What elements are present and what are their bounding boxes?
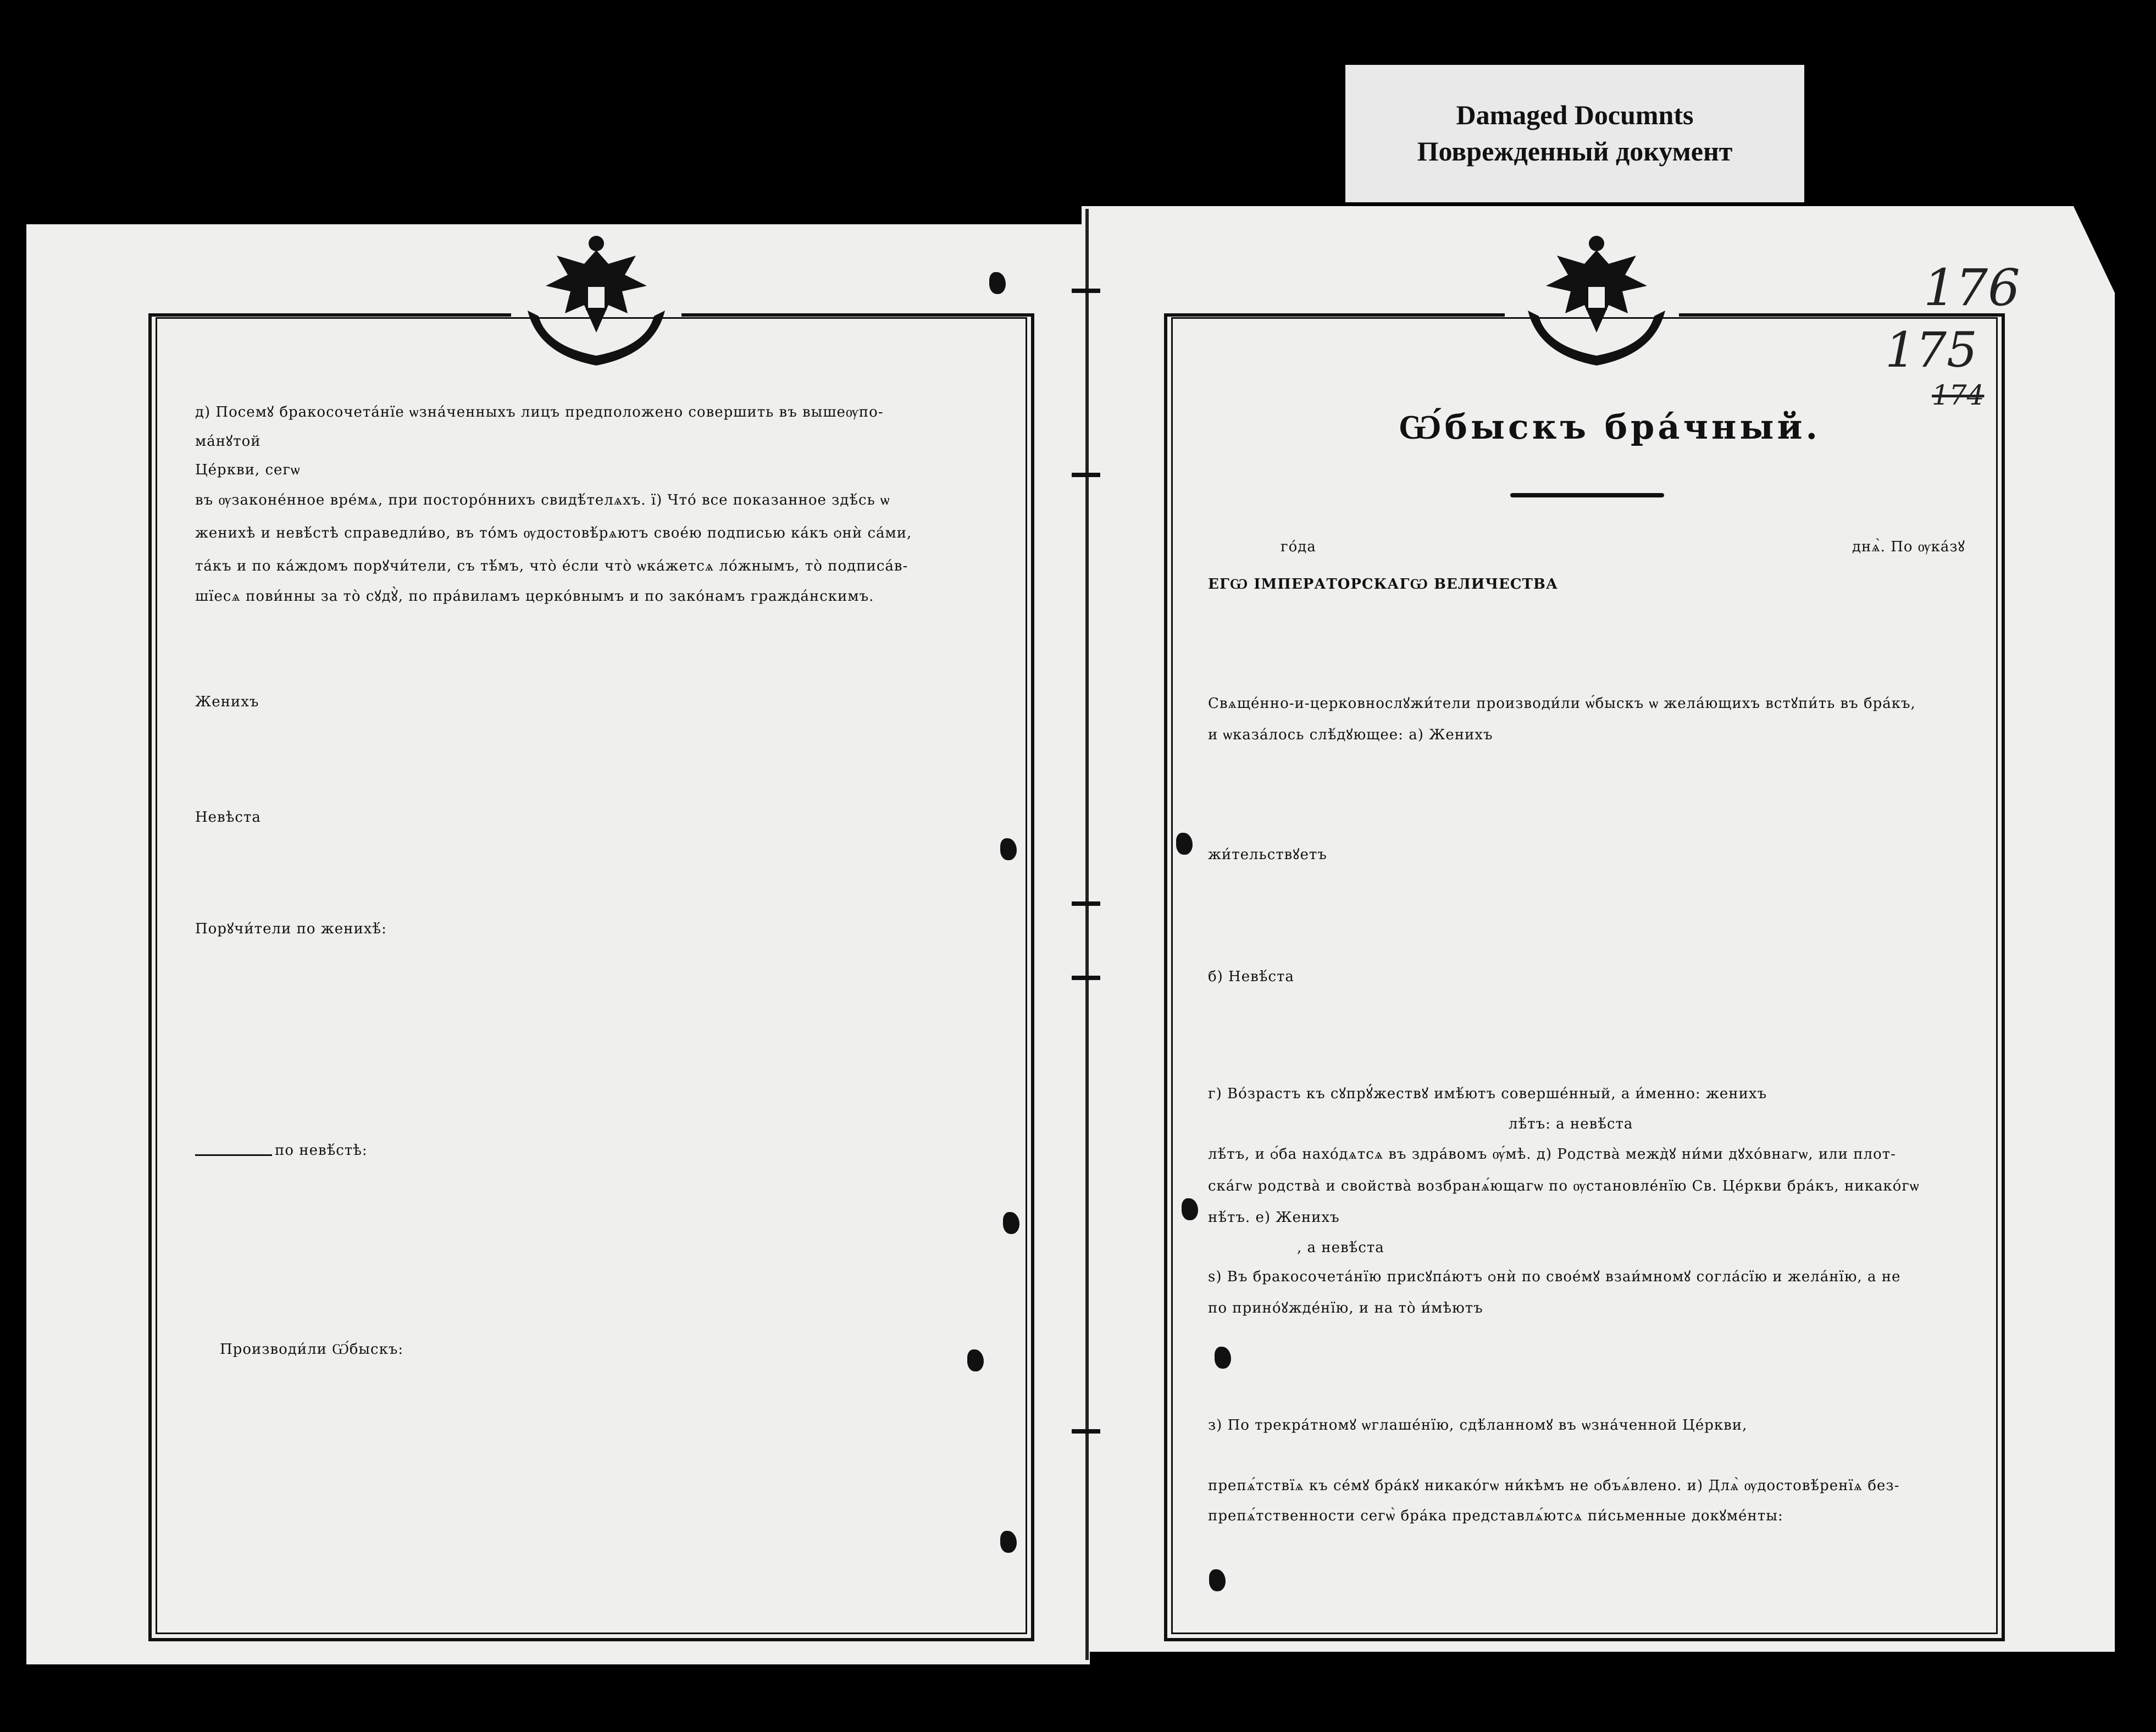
frame-top-left-segment xyxy=(148,313,511,317)
paragraph-d-line: Це́ркви, сегѡ xyxy=(195,462,301,478)
ink-blot xyxy=(1209,1569,1226,1591)
double-headed-eagle-crest-icon xyxy=(1517,228,1676,377)
label-line-english: Damaged Documnts xyxy=(1456,99,1694,130)
ink-blot xyxy=(967,1349,984,1371)
ink-blot xyxy=(1000,838,1017,860)
banns-line: препѧ́тствїѧ къ се́мꙋ бра́кꙋ никако́гѡ ни́кѣмъ не ѻбъѧ́влено. и) Длѧ̀ ѹдостовѣ́ренїѧ без- xyxy=(1208,1478,1900,1494)
year-label: го́да xyxy=(1281,539,1316,555)
paragraph-d-line: ма́нꙋтой xyxy=(195,433,261,450)
ink-blot xyxy=(1003,1212,1019,1234)
ink-blot xyxy=(989,272,1006,294)
blank-line xyxy=(195,1154,272,1156)
paragraph-d-line: шїесѧ пови́нны за то̀ сꙋдꙋ̀, по пра́виламъ церко́внымъ и по зако́намъ гражда́нскимъ. xyxy=(195,588,874,605)
age-line: нѣ́тъ. е) Женихъ xyxy=(1208,1209,1340,1226)
frame-top-left-segment xyxy=(1164,313,1505,317)
consent-line: по прино́ꙋжде́нїю, и на то̀ и́мѣютъ xyxy=(1208,1300,1483,1316)
damaged-document-label xyxy=(1345,65,1804,202)
book-spine xyxy=(1085,209,1089,1660)
page-title: Ѡ́быскъ бра́чный. xyxy=(1399,407,1821,447)
binding-stitch xyxy=(1072,473,1100,477)
age-line: ска́гѡ родства̀ и свойства̀ возбранѧ́ющагѡ по ѹстановле́нїю Св. Це́ркви бра́къ, никако́гѡ xyxy=(1208,1178,1920,1194)
guarantors-bride-label: по невѣ́стѣ: xyxy=(275,1142,368,1159)
double-headed-eagle-crest-icon xyxy=(517,228,676,377)
groom-label: Женихъ xyxy=(195,694,259,710)
investigators-label: Производи́ли Ѡ́быскъ: xyxy=(220,1341,404,1358)
binding-stitch xyxy=(1072,976,1100,980)
folio-number-secondary: 175 xyxy=(1885,322,1977,378)
age-line: г) Во́зрастъ къ сꙋпрꙋ́жествꙋ имѣ́ютъ соверше́нный, а и́менно: женихъ xyxy=(1208,1086,1767,1102)
left-page-frame xyxy=(148,313,1034,1641)
ink-blot xyxy=(1000,1531,1017,1553)
title-divider xyxy=(1510,493,1664,497)
paragraph-d-line: та́къ и по ка́ждомъ порꙋчи́тели, съ тѣ́мъ, что̀ е́сли что̀ ѡка́жетсѧ ло́жнымъ, то̀ подписа́в- xyxy=(195,558,908,574)
ink-blot xyxy=(1182,1198,1198,1220)
bride-label: Невѣста xyxy=(195,809,261,826)
clergy-line: Свѧще́нно-и-церковнослꙋжи́тели производи́ли ѡ́быскъ ѡ жела́ющихъ встꙋпи́ть въ бра́къ, xyxy=(1208,695,1916,712)
binding-stitch xyxy=(1072,1429,1100,1434)
age-line: , а невѣ́ста xyxy=(1297,1239,1384,1256)
age-line: лѣ́тъ: а невѣ́ста xyxy=(1509,1116,1633,1132)
folio-number: 176 xyxy=(1924,258,2020,317)
binding-stitch xyxy=(1072,289,1100,293)
residence-label: жи́тельствꙋетъ xyxy=(1208,846,1327,863)
ink-blot xyxy=(1176,833,1193,855)
banns-line: з) По трекра́тномꙋ ѡглаше́нїю, сдѣ́ланномꙋ въ ѡзна́ченной Це́ркви, xyxy=(1208,1417,1748,1434)
clergy-line: и ѡказа́лось слѣ́дꙋющее: а) Женихъ xyxy=(1208,727,1493,743)
day-decree-label: днѧ̀. По ѹка́зꙋ xyxy=(1852,539,1965,555)
label-line-russian: Поврежденный документ xyxy=(1417,136,1733,167)
bride-b-label: б) Невѣ́ста xyxy=(1208,969,1294,985)
guarantors-groom-label: Порꙋчи́тели по женихѣ́: xyxy=(195,921,387,937)
consent-line: ѕ) Въ бракосочета́нїю присꙋпа́ютъ ѻнѝ по свое́мꙋ взаи́мномꙋ согла́сїю и жела́нїю, а не xyxy=(1208,1269,1901,1285)
paragraph-d-line: въ ѹзаконе́нное вре́мѧ, при посторо́ннихъ свидѣ́телѧхъ. ї) Что́ все показанное здѣ́сь ѡ xyxy=(195,492,890,508)
paragraph-d-line: женихѣ и невѣ́стѣ справедли́во, въ то́мъ ѹдостовѣ́рѧютъ свое́ю подписью ка́къ ѻнѝ са́ми, xyxy=(195,525,912,541)
banns-line: препѧ́тственности сегѡ̀ бра́ка представлѧ́ютсѧ пи́сьменные докꙋме́нты: xyxy=(1208,1508,1783,1524)
paragraph-d-line: д) Посемꙋ бракосочета́нїе ѡзна́ченныхъ лицъ предположено совершить въ вышеѹпо- xyxy=(195,404,884,420)
frame-top-right-segment xyxy=(681,313,1031,317)
binding-stitch xyxy=(1072,901,1100,906)
folio-number-struck: 174 xyxy=(1932,379,1985,411)
ink-blot xyxy=(1215,1347,1231,1369)
imperial-majesty-line: ЕГѠ ІМПЕРАТОРСКАГѠ ВЕЛИЧЕСТВА xyxy=(1208,576,1559,593)
age-line: лѣ́тъ, и ѻ́ба нахо́дѧтсѧ въ здра́вомъ ѹ́мѣ. д) Родства̀ межд̀ꙋ ни́ми дꙋхо́внагѡ, или плот- xyxy=(1208,1146,1896,1163)
